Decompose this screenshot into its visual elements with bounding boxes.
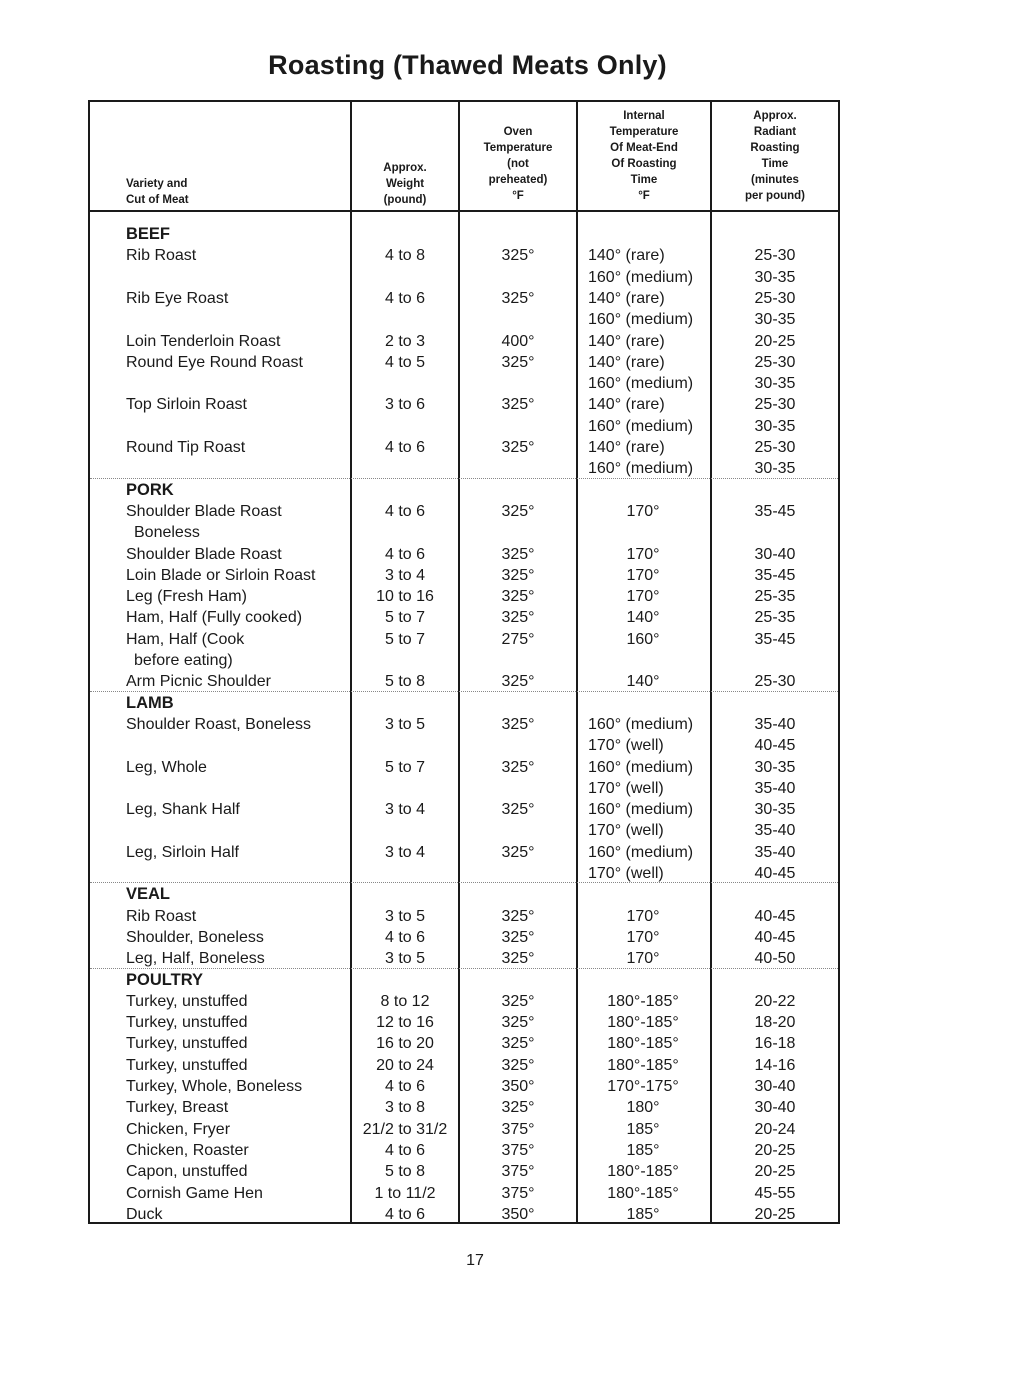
roasting-time-value: 40-45 (754, 737, 796, 755)
header-variety: Variety and Cut of Meat (126, 178, 189, 206)
cut-name: Turkey, unstuffed (126, 1056, 248, 1074)
cut-name: Boneless (134, 524, 200, 542)
internal-temperature-value: 170° (well) (588, 865, 664, 882)
weight-value: 5 to 7 (384, 609, 426, 627)
internal-temperature-value: 160° (medium) (588, 375, 694, 393)
oven-temperature-value: 325° (501, 1056, 535, 1074)
weight-value: 3 to 8 (384, 1099, 426, 1117)
internal-temperature-value: 185° (626, 1205, 660, 1223)
cut-name: Leg (Fresh Ham) (126, 588, 247, 606)
oven-temperature-value: 325° (501, 843, 535, 861)
section-title: BEEF (126, 225, 171, 243)
oven-temperature-value: 325° (501, 1099, 535, 1117)
weight-value: 4 to 6 (384, 1141, 426, 1159)
oven-temperature-value: 400° (501, 332, 535, 350)
roasting-time-value: 30-40 (754, 545, 796, 563)
oven-temperature-value: 325° (501, 928, 535, 946)
internal-temperature-value: 140° (rare) (588, 396, 665, 414)
roasting-time-value: 30-40 (754, 1078, 796, 1095)
internal-temperature-value: 140° (rare) (588, 353, 665, 371)
cut-name: Shoulder, Boneless (126, 928, 264, 946)
cut-name: Capon, unstuffed (126, 1163, 248, 1181)
header-divider (90, 210, 838, 212)
weight-value: 21/2 to 31/2 (362, 1120, 448, 1138)
cut-name: Shoulder Blade Roast (126, 545, 282, 563)
oven-temperature-value: 325° (501, 396, 535, 414)
weight-value: 8 to 12 (380, 992, 430, 1010)
internal-temperature-value: 160° (medium) (588, 758, 694, 776)
oven-temperature-value: 325° (501, 247, 535, 265)
internal-temperature-value: 170° (626, 907, 660, 925)
weight-value: 3 to 4 (384, 566, 426, 584)
cut-name: Leg, Shank Half (126, 801, 240, 819)
oven-temperature-value: 325° (501, 1014, 535, 1032)
cut-name: Chicken, Roaster (126, 1141, 249, 1159)
cut-name: Ham, Half (Fully cooked) (126, 609, 303, 627)
roasting-time-value: 30-35 (754, 801, 796, 819)
roasting-time-value: 35-40 (754, 715, 796, 733)
roasting-time-value: 25-30 (754, 439, 796, 456)
roasting-time-value: 35-45 (754, 630, 796, 648)
internal-temperature-value: 180°-185° (607, 1014, 679, 1032)
cut-name: Cornish Game Hen (126, 1184, 263, 1202)
weight-value: 3 to 4 (384, 801, 426, 819)
roasting-time-value: 30-35 (754, 268, 796, 286)
weight-value: 5 to 8 (384, 1163, 426, 1181)
cut-name: Loin Blade or Sirloin Roast (126, 566, 316, 584)
oven-temperature-value: 275° (501, 630, 535, 648)
weight-value: 3 to 6 (384, 396, 426, 414)
roasting-time-value: 30-35 (754, 311, 796, 329)
cut-name: Top Sirloin Roast (126, 396, 247, 414)
internal-temperature-value: 170°-175° (607, 1078, 679, 1095)
oven-temperature-value: 325° (501, 502, 535, 520)
weight-value: 3 to 5 (384, 715, 426, 733)
roasting-time-value: 25-30 (754, 353, 796, 371)
roasting-table (88, 100, 840, 1224)
section-divider (90, 691, 838, 692)
roasting-time-value: 35-45 (754, 502, 796, 520)
weight-value: 4 to 5 (384, 353, 426, 371)
roasting-time-value: 20-22 (754, 992, 796, 1010)
oven-temperature-value: 325° (501, 992, 535, 1010)
roasting-time-value: 40-45 (754, 865, 796, 882)
internal-temperature-value: 170° (626, 545, 660, 563)
header-internal-temperature: Internal Temperature Of Meat-End Of Roasting Time °F (609, 110, 679, 202)
oven-temperature-value: 375° (501, 1184, 535, 1202)
internal-temperature-value: 170° (626, 566, 660, 584)
cut-name: Turkey, Breast (126, 1099, 229, 1117)
cut-name: Rib Eye Roast (126, 289, 229, 307)
weight-value: 5 to 7 (384, 758, 426, 776)
internal-temperature-value: 170° (well) (588, 737, 664, 755)
roasting-time-value: 40-50 (754, 950, 796, 968)
roasting-time-value: 30-35 (754, 758, 796, 776)
cut-name: Leg, Sirloin Half (126, 843, 239, 861)
weight-value: 4 to 6 (384, 502, 426, 520)
internal-temperature-value: 185° (626, 1120, 660, 1138)
roasting-time-value: 18-20 (754, 1014, 796, 1032)
weight-value: 4 to 6 (384, 439, 426, 456)
section-title: PORK (126, 480, 174, 499)
weight-value: 12 to 16 (376, 1014, 434, 1032)
internal-temperature-value: 180°-185° (607, 1056, 679, 1074)
section-title: VEAL (126, 885, 171, 904)
cut-name: Arm Picnic Shoulder (126, 673, 271, 691)
header-oven-temperature: Oven Temperature (not preheated) °F (483, 126, 553, 202)
oven-temperature-value: 375° (501, 1120, 535, 1138)
section-divider (90, 968, 838, 969)
internal-temperature-value: 170° (well) (588, 779, 664, 797)
roasting-time-value: 35-40 (754, 779, 796, 797)
page-number: 17 (466, 1252, 484, 1269)
weight-value: 5 to 8 (384, 673, 426, 691)
oven-temperature-value: 325° (501, 609, 535, 627)
cut-name: Turkey, unstuffed (126, 992, 248, 1010)
section-divider (90, 478, 838, 479)
roasting-time-value: 40-45 (754, 907, 796, 925)
oven-temperature-value: 325° (501, 353, 535, 371)
roasting-time-value: 25-30 (754, 289, 796, 307)
internal-temperature-value: 180°-185° (607, 992, 679, 1010)
oven-temperature-value: 325° (501, 566, 535, 584)
weight-value: 20 to 24 (376, 1056, 434, 1074)
roasting-time-value: 35-45 (754, 566, 796, 584)
internal-temperature-value: 160° (626, 630, 660, 648)
oven-temperature-value: 325° (501, 715, 535, 733)
cut-name: Turkey, unstuffed (126, 1035, 248, 1053)
page-title: Roasting (Thawed Meats Only) (268, 50, 667, 80)
internal-temperature-value: 140° (rare) (588, 332, 665, 350)
cut-name: Loin Tenderloin Roast (126, 332, 281, 350)
weight-value: 2 to 3 (384, 332, 426, 350)
weight-value: 4 to 6 (384, 1078, 426, 1095)
roasting-time-value: 45-55 (754, 1184, 796, 1202)
internal-temperature-value: 160° (medium) (588, 715, 694, 733)
roasting-time-value: 40-45 (754, 928, 796, 946)
oven-temperature-value: 325° (501, 289, 535, 307)
cut-name: Round Eye Round Roast (126, 353, 303, 371)
internal-temperature-value: 140° (rare) (588, 289, 665, 307)
internal-temperature-value: 140° (626, 673, 660, 691)
weight-value: 1 to 11/2 (374, 1184, 436, 1202)
oven-temperature-value: 325° (501, 907, 535, 925)
roasting-time-value: 20-25 (754, 1141, 796, 1159)
oven-temperature-value: 325° (501, 801, 535, 819)
internal-temperature-value: 185° (626, 1141, 660, 1159)
weight-value: 4 to 8 (384, 247, 426, 265)
roasting-time-value: 30-35 (754, 460, 796, 478)
internal-temperature-value: 170° (well) (588, 822, 664, 840)
internal-temperature-value: 160° (medium) (588, 311, 694, 329)
oven-temperature-value: 325° (501, 545, 535, 563)
weight-value: 4 to 6 (384, 545, 426, 563)
internal-temperature-value: 160° (medium) (588, 460, 694, 478)
weight-value: 4 to 6 (384, 1205, 426, 1223)
section-title: POULTRY (126, 970, 203, 989)
internal-temperature-value: 180° (626, 1099, 660, 1117)
internal-temperature-value: 170° (626, 950, 660, 968)
oven-temperature-value: 325° (501, 1035, 535, 1053)
cut-name: before eating) (134, 652, 233, 669)
roasting-time-value: 35-40 (754, 822, 796, 840)
roasting-time-value: 25-30 (754, 396, 796, 414)
oven-temperature-value: 375° (501, 1141, 535, 1159)
oven-temperature-value: 325° (501, 950, 535, 968)
section-divider (90, 882, 838, 883)
roasting-time-value: 30-35 (754, 375, 796, 393)
internal-temperature-value: 140° (rare) (588, 439, 665, 456)
roasting-time-value: 16-18 (754, 1035, 796, 1053)
oven-temperature-value: 350° (501, 1205, 535, 1223)
weight-value: 4 to 6 (384, 289, 426, 307)
oven-temperature-value: 325° (501, 439, 535, 456)
cut-name: Shoulder Roast, Boneless (126, 715, 311, 733)
weight-value: 16 to 20 (376, 1035, 434, 1053)
oven-temperature-value: 325° (501, 673, 535, 691)
cut-name: Leg, Half, Boneless (126, 950, 265, 968)
roasting-time-value: 20-25 (754, 332, 796, 350)
roasting-time-value: 30-35 (754, 417, 796, 435)
roasting-time-value: 25-35 (754, 609, 796, 627)
internal-temperature-value: 140° (626, 609, 660, 627)
cut-name: Ham, Half (Cook (126, 630, 245, 648)
roasting-time-value: 20-25 (754, 1205, 796, 1223)
weight-value: 5 to 7 (384, 630, 426, 648)
weight-value: 3 to 4 (384, 843, 426, 861)
roasting-time-value: 20-25 (754, 1163, 796, 1181)
weight-value: 3 to 5 (384, 907, 426, 925)
header-roasting-time: Approx. Radiant Roasting Time (minutes per pound) (744, 110, 806, 202)
cut-name: Duck (126, 1205, 163, 1223)
oven-temperature-value: 325° (501, 588, 535, 606)
internal-temperature-value: 170° (626, 502, 660, 520)
oven-temperature-value: 325° (501, 758, 535, 776)
cut-name: Shoulder Blade Roast (126, 502, 282, 520)
internal-temperature-value: 180°-185° (607, 1035, 679, 1053)
internal-temperature-value: 180°-185° (607, 1184, 679, 1202)
internal-temperature-value: 180°-185° (607, 1163, 679, 1181)
weight-value: 4 to 6 (384, 928, 426, 946)
cut-name: Chicken, Fryer (126, 1120, 231, 1138)
roasting-time-value: 25-30 (754, 247, 796, 265)
roasting-time-value: 25-35 (754, 588, 796, 606)
internal-temperature-value: 160° (medium) (588, 801, 694, 819)
roasting-time-value: 30-40 (754, 1099, 796, 1117)
roasting-time-value: 14-16 (754, 1056, 796, 1074)
header-weight: Approx. Weight (pound) (383, 162, 427, 206)
cut-name: Leg, Whole (126, 758, 207, 776)
internal-temperature-value: 170° (626, 588, 660, 606)
internal-temperature-value: 170° (626, 928, 660, 946)
cut-name: Rib Roast (126, 907, 197, 925)
roasting-time-value: 25-30 (754, 673, 796, 691)
internal-temperature-value: 140° (rare) (588, 247, 665, 265)
roasting-time-value: 20-24 (754, 1120, 796, 1138)
section-title: LAMB (126, 693, 174, 712)
oven-temperature-value: 350° (501, 1078, 535, 1095)
cut-name: Turkey, Whole, Boneless (126, 1078, 303, 1095)
oven-temperature-value: 375° (501, 1163, 535, 1181)
internal-temperature-value: 160° (medium) (588, 843, 694, 861)
roasting-time-value: 35-40 (754, 843, 796, 861)
weight-value: 10 to 16 (376, 588, 434, 606)
cut-name: Round Tip Roast (126, 439, 246, 456)
internal-temperature-value: 160° (medium) (588, 417, 694, 435)
weight-value: 3 to 5 (384, 950, 426, 968)
internal-temperature-value: 160° (medium) (588, 268, 694, 286)
cut-name: Rib Roast (126, 247, 197, 265)
cut-name: Turkey, unstuffed (126, 1014, 248, 1032)
